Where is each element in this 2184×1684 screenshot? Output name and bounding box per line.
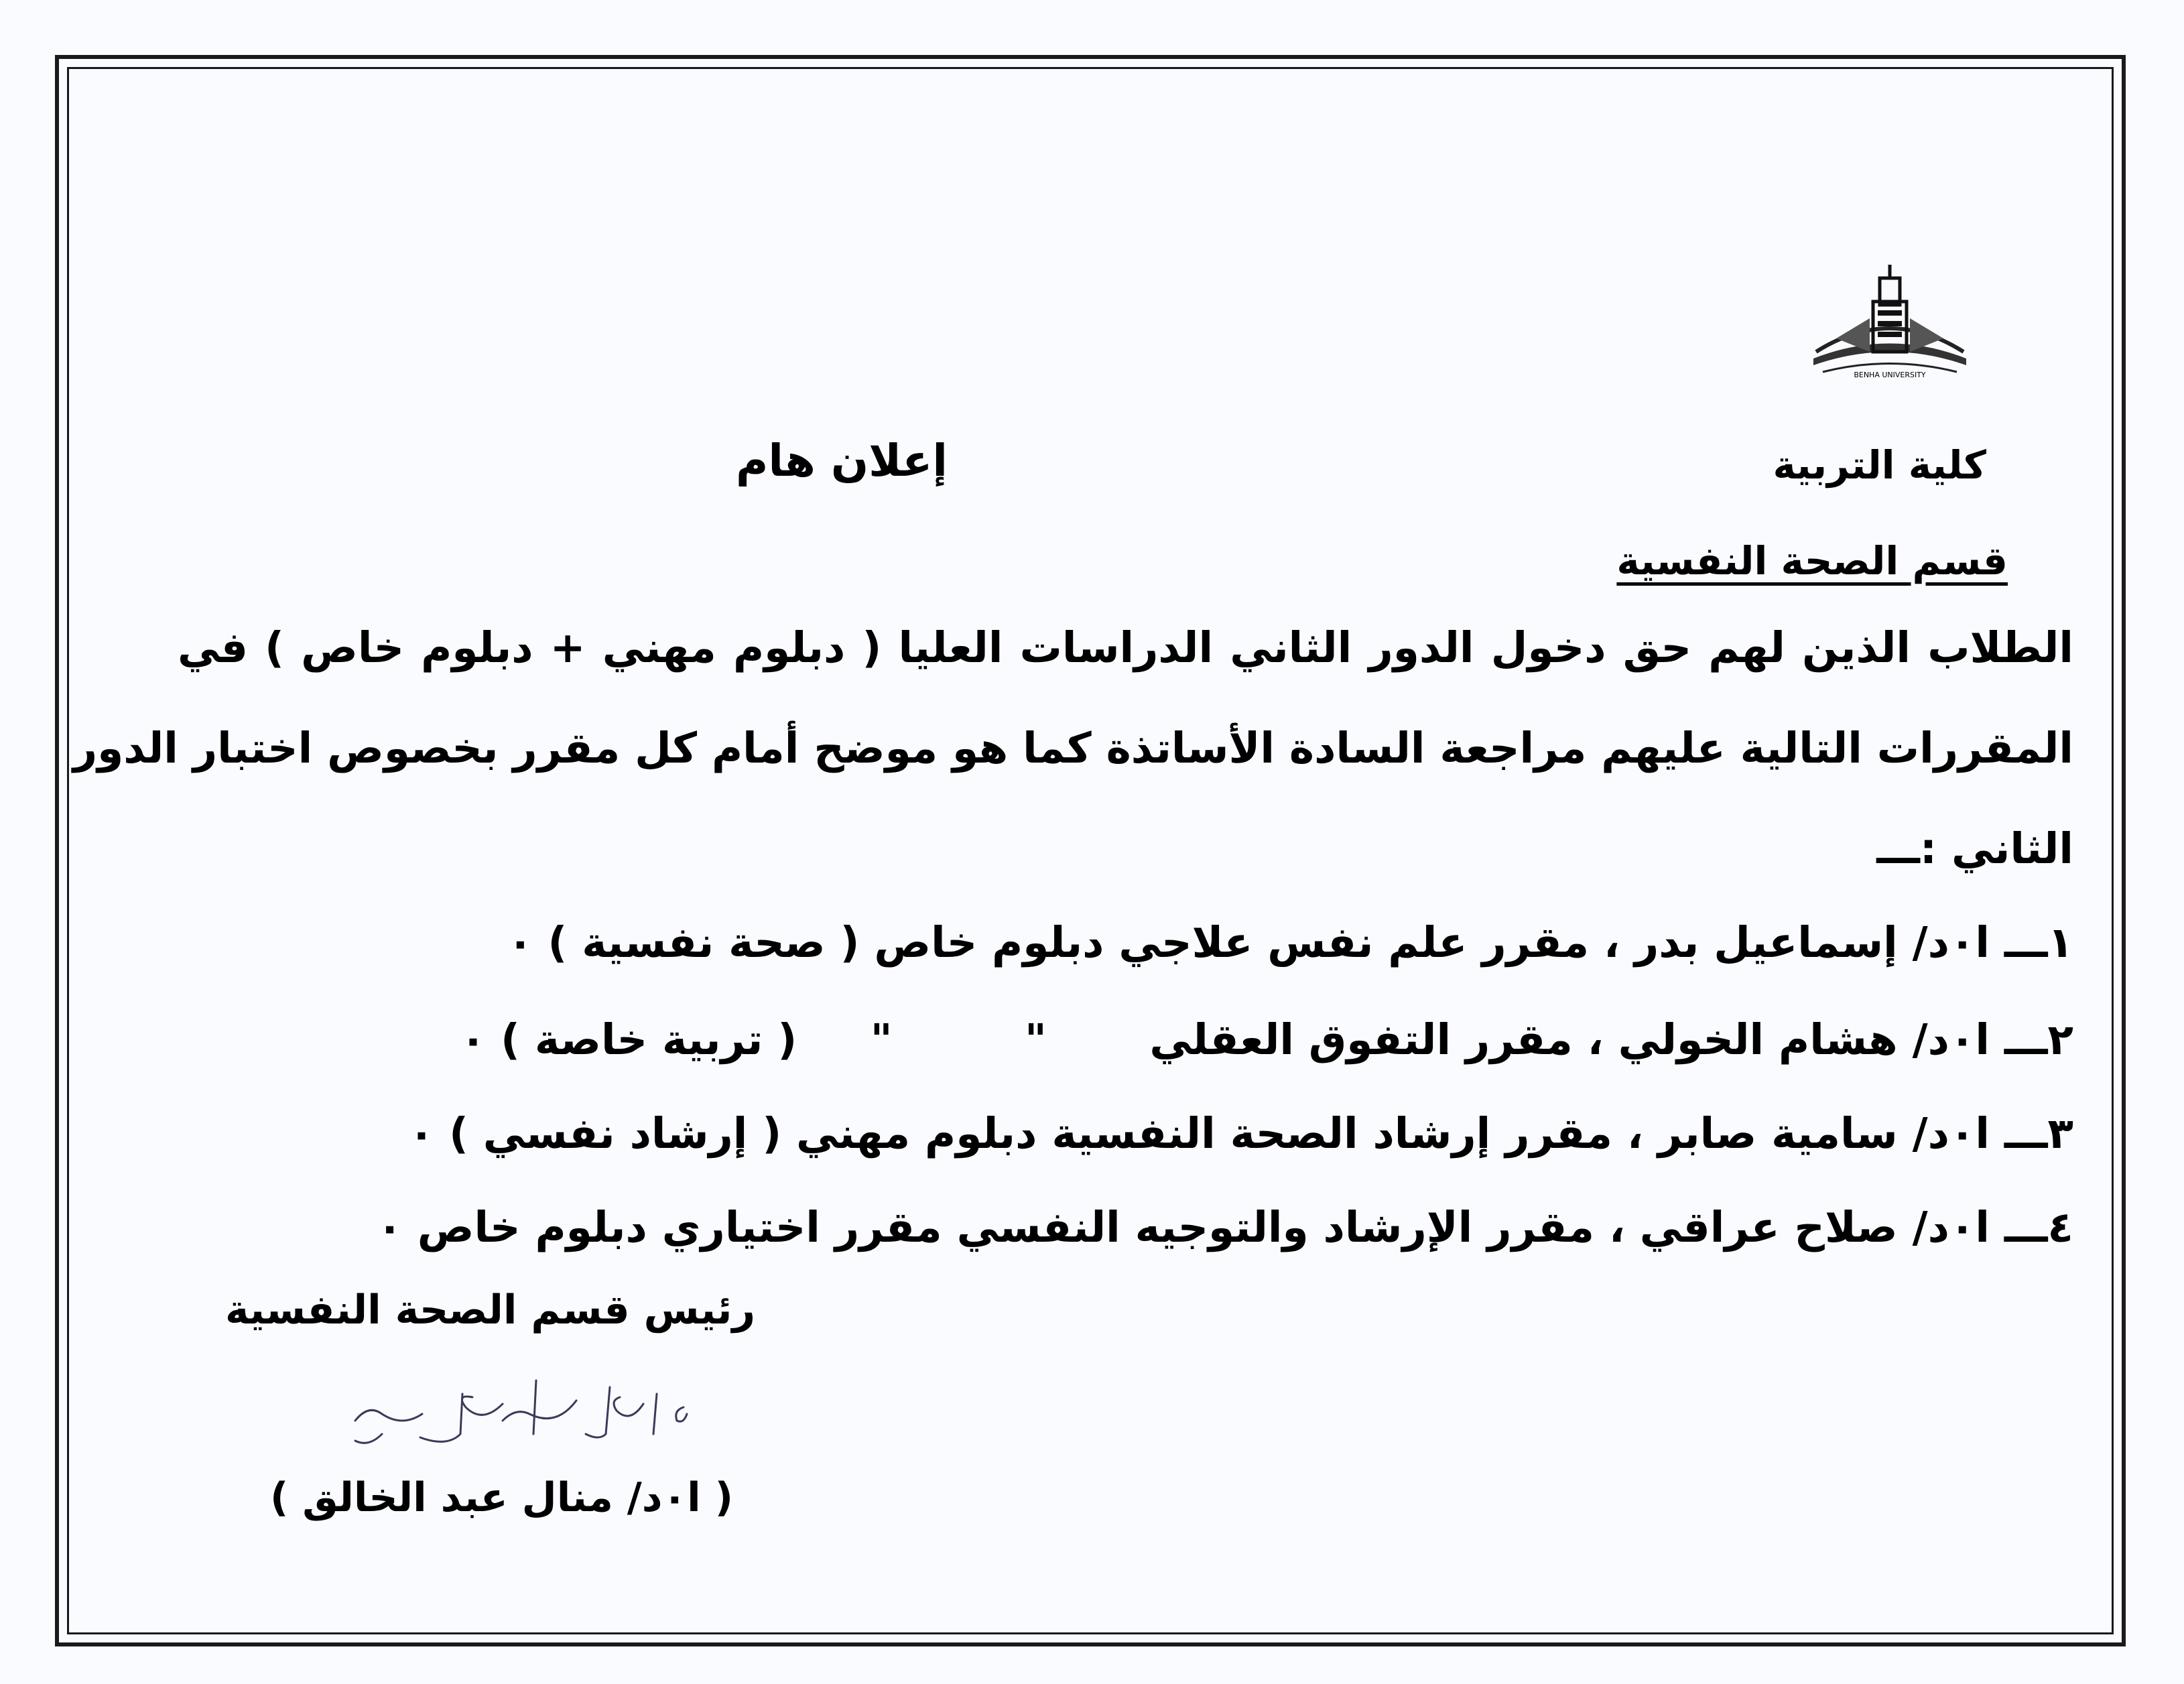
list-item: ٣ـــ ا٠د/ سامية صابر ، مقرر إرشاد الصحة النفسية دبلوم مهني ( إرشاد نفسي ) ٠ bbox=[408, 1109, 2073, 1158]
logo-caption: BENHA UNIVERSITY bbox=[1854, 371, 1926, 379]
list-item: ٤ـــ ا٠د/ صلاح عراقي ، مقرر الإرشاد والتوجيه النفسي مقرر اختياري دبلوم خاص ٠ bbox=[377, 1203, 2073, 1252]
department-name: قسم الصحة النفسية bbox=[1616, 538, 2008, 584]
body-line-2: المقررات التالية عليهم مراجعة السادة الأساتذة كما هو موضح أمام كل مقرر بخصوص اختبار الدور bbox=[72, 724, 2073, 773]
handwritten-signature bbox=[335, 1367, 710, 1468]
signer-name: ( ا٠د/ منال عبد الخالق ) bbox=[269, 1474, 733, 1521]
department-head-title: رئيس قسم الصحة النفسية bbox=[225, 1287, 755, 1334]
list-item: ١ـــ ا٠د/ إسماعيل بدر ، مقرر علم نفس علاجي دبلوم خاص ( صحة نفسية ) ٠ bbox=[507, 918, 2073, 967]
announcement-title: إعلان هام bbox=[735, 435, 948, 487]
body-line-1: الطلاب الذين لهم حق دخول الدور الثاني الدراسات العليا ( دبلوم مهني + دبلوم خاص ) في bbox=[178, 623, 2073, 672]
faculty-name: كلية التربية bbox=[1773, 442, 1986, 488]
list-item: ٢ـــ ا٠د/ هشام الخولي ، مقرر التفوق العقلي " " ( تربية خاصة ) ٠ bbox=[460, 1015, 2073, 1064]
university-emblem-icon bbox=[1809, 265, 1970, 382]
body-line-3: الثاني :ـــ bbox=[1876, 824, 2073, 873]
